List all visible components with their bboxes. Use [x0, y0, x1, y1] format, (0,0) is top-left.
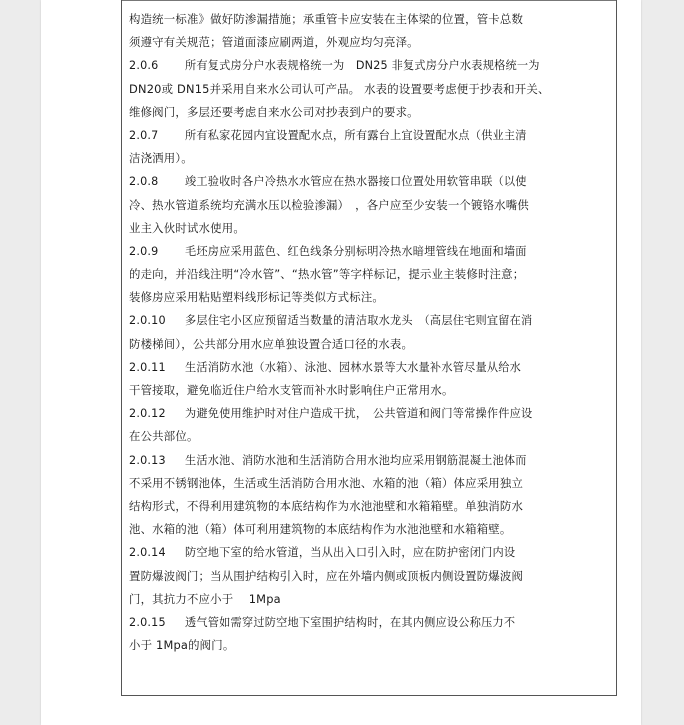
section-number: 2.0.9 [129, 244, 159, 258]
section-line [129, 402, 599, 425]
line-text: 小于 1Mpa的阀门。 [129, 638, 235, 653]
line-text: 洁浇洒用）。 [129, 151, 193, 166]
line-text: 装修房应采用粘贴塑料线形标记等类似方式标注。 [129, 290, 384, 305]
text-line [129, 263, 599, 286]
line-text: 生活水池、消防水池和生活消防合用水池均应采用钢筋混凝土池体而 [185, 453, 527, 467]
section-number: 2.0.10 [129, 314, 166, 328]
line-text: 冷、热水管道系统均充满水压以检验渗漏） ，各户应至少安装一个镀铬水嘴供 [129, 197, 529, 212]
text-line [129, 333, 599, 356]
line-text: DN20或 DN15并采用自来水公司认可产品。 水表的设置要考虑便于抄表和开关、 [129, 81, 550, 96]
text-line [129, 31, 599, 54]
text-line [129, 472, 599, 495]
line-text: 所有复式房分户水表规格统一为 DN25 非复式房分户水表规格统一为 [185, 59, 540, 73]
line-text: 多层住宅小区应预留适当数量的清洁取水龙头 （高层住宅则宜留在消 [185, 314, 533, 328]
section-number: 2.0.12 [129, 407, 166, 421]
line-text: 置防爆波阀门；当从围护结构引入时，应在外墙内侧或顶板内侧设置防爆波阀 [129, 568, 524, 583]
line-text: 池、水箱的池（箱）体可利用建筑物的本底结构作为水池池壁和水箱箱壁。 [129, 522, 512, 537]
document-body [129, 8, 599, 657]
text-line [129, 147, 599, 170]
text-line [129, 565, 599, 588]
text-line [129, 78, 599, 101]
line-text: 防空地下室的给水管道，当从出入口引入时，应在防护密闭门内设 [185, 546, 516, 560]
line-text: 所有私家花园内宜设置配水点，所有露台上宜设置配水点（供业主清 [185, 128, 527, 142]
section-number: 2.0.15 [129, 615, 166, 629]
section-number: 2.0.7 [129, 128, 159, 142]
line-text: 的走向，并沿线注明“冷水管”、“热水管”等字样标记，提示业主装修时注意； [129, 267, 525, 282]
text-line [129, 194, 599, 217]
text-line [129, 634, 599, 657]
line-text: 维修阀门，多层还要考虑自来水公司对抄表到户的要求。 [129, 104, 419, 119]
line-text: 干管接取，避免临近住户给水支管而补水时影响住户正常用水。 [129, 383, 454, 397]
section-line [129, 356, 599, 379]
text-line [129, 101, 599, 124]
text-line [129, 8, 599, 31]
line-text: 结构形式，不得利用建筑物的本底结构作为水池池壁和水箱箱壁。单独消防水 [129, 498, 524, 513]
document-page [41, 0, 641, 725]
section-line [129, 240, 599, 263]
section-line [129, 611, 599, 634]
section-number: 2.0.6 [129, 59, 159, 73]
section-line [129, 170, 599, 193]
line-text: 毛坯房应采用蓝色、红色线条分别标明冷热水暗埋管线在地面和墙面 [185, 244, 527, 258]
line-text: 防楼梯间），公共部分用水应单独设置合适口径的水表。 [129, 336, 414, 351]
section-number: 2.0.14 [129, 546, 166, 560]
line-text: 门，其抗力不应小于 1Mpa [129, 591, 281, 606]
text-line [129, 217, 599, 240]
section-line [129, 124, 599, 147]
line-text: 竣工验收时各户冷热水水管应在热水器接口位置处用软管串联（以使 [185, 175, 527, 189]
line-text: 构造统一标准》做好防渗漏措施；承重管卡应安装在主体梁的位置，管卡总数 [129, 12, 524, 26]
line-text: 须遵守有关规范；管道面漆应刷两道，外观应均匀亮泽。 [129, 35, 419, 50]
line-text: 生活消防水池（水箱）、泳池、园林水景等大水量补水管尽量从给水 [185, 360, 522, 374]
section-number: 2.0.8 [129, 175, 159, 189]
section-line [129, 541, 599, 564]
line-text: 透气管如需穿过防空地下室围护结构时，在其内侧应设公称压力不 [185, 615, 516, 629]
section-line [129, 449, 599, 472]
text-line [129, 286, 599, 309]
text-line [129, 425, 599, 448]
text-line [129, 588, 599, 611]
section-number: 2.0.11 [129, 360, 166, 374]
text-line [129, 379, 599, 402]
text-line [129, 518, 599, 541]
line-text: 业主入伙时试水使用。 [129, 220, 245, 235]
section-number: 2.0.13 [129, 453, 166, 467]
line-text: 不采用不锈钢池体，生活或生活消防合用水池、水箱的池（箱）体应采用独立 [129, 475, 524, 490]
section-line [129, 309, 599, 332]
line-text: 在公共部位。 [129, 429, 199, 444]
line-text: 为避免使用维护时对住户造成干扰， 公共管道和阀门等常操作件应设 [185, 407, 533, 421]
section-line [129, 54, 599, 77]
text-line [129, 495, 599, 518]
